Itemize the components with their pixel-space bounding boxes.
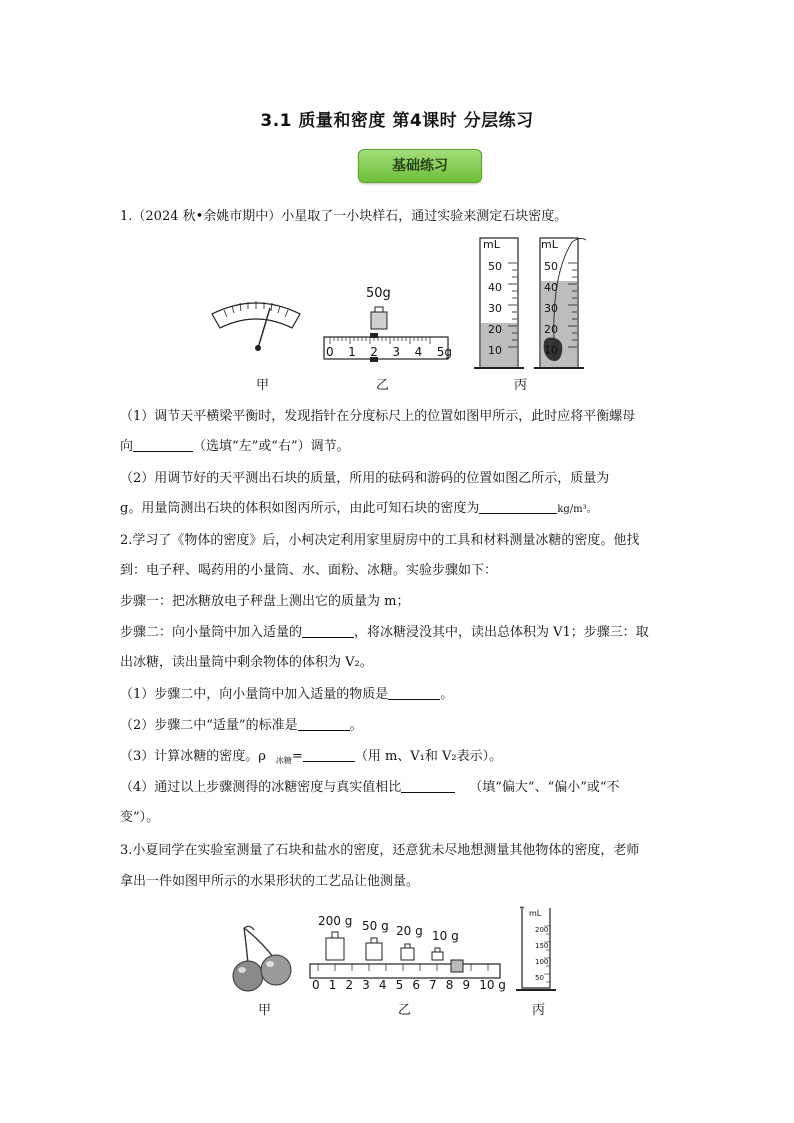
text-segment: （2）步骤二中“适量”的标准是 [120,718,298,733]
q3-scale-tick: 3 [362,978,370,992]
cyl-tick-label: 50 [488,260,502,273]
cyl-tick-label: 10 [488,344,502,357]
cyl-tick-label: 20 [544,323,558,336]
text-segment: 步骤二：向小量筒中加入适量的 [120,625,303,640]
q1-caption-bing: 丙 [514,378,528,393]
cyl-tick-label: 20 [488,323,502,336]
text-segment: （填“偏大”、“偏小”或“不 [469,780,620,795]
cyl-tick-label: 40 [488,281,502,294]
q1-stem: 1.（2024 秋•余姚市期中）小星取了一小块样石，通过实验来测定石块密度。 [120,209,568,224]
q3-scale-tick-labels [312,978,506,992]
q1-scale-tick-labels [326,345,452,359]
q3-scale-tick: 7 [429,978,437,992]
text-segment: （3）计算冰糖的密度。ρ [120,749,266,764]
cyl-tick-label: 50 [535,974,544,982]
answer-blank[interactable] [302,625,354,638]
q2-step3: 出冰糖，读出量筒中剩余物体的体积为 V₂。 [120,655,373,670]
text-segment: 。 [440,687,454,702]
q1-scale-tick: 4 [414,345,423,359]
q1-caption-jia: 甲 [256,378,270,393]
text-segment: （4）通过以上步骤测得的冰糖密度与真实值相比 [120,780,402,795]
answer-blank[interactable] [401,780,455,793]
text-segment: （选填“左”或“右”）调节。 [193,439,350,454]
q2-step2 [120,624,649,642]
q3-cyl-ticks [535,922,548,986]
q3-scale-tick: 6 [412,978,420,992]
q3-scale-tick: 5 [395,978,404,992]
q3-weight-label: 200 g [318,914,353,928]
cyl-tick-label: 200 [535,926,549,934]
q1-scale-tick: 5g [436,345,452,359]
q3-weight-label: 20 g [396,924,423,938]
text-segment: ，将冰糖浸没其中，读出总体积为 V1；步骤三：取 [354,625,649,640]
q1-part1-line-b [120,438,350,456]
q1-cyl-unit-right: mL [541,238,558,251]
q3-scale-tick: 2 [345,978,354,992]
subscript: 冰糖 [275,756,292,765]
q1-weight-label: 50g [366,286,391,301]
q3-stem-a: 3.小夏同学在实验室测量了石块和盐水的密度，还意犹未尽地想测量其他物体的密度，老师 [120,843,640,858]
answer-blank[interactable] [298,718,350,731]
cyl-tick-label: 40 [544,281,558,294]
q1-part1-line-a: （1）调节天平横梁平衡时，发现指针在分度标尺上的位置如图甲所示，此时应将平衡螺母 [120,409,636,424]
q3-scale-tick: 0 [312,978,320,992]
text-segment: g。用量筒测出石块的体积如图丙所示，由此可知石块的密度为 [120,501,480,516]
q1-cyl-ticks-right [544,256,558,361]
q3-weight-label: 50 g [362,919,389,933]
q1-part2-line-b [120,500,597,519]
answer-blank[interactable] [479,501,557,514]
answer-blank[interactable] [388,687,440,700]
text-segment: 向 [120,439,134,454]
text-segment: （1）步骤二中，向小量筒中加入适量的物质是 [120,687,389,702]
q3-scale-tick: 1 [328,978,337,992]
q1-scale-tick: 1 [348,345,356,359]
q3-scale-tick: 10 g [479,978,506,992]
q2-part2 [120,717,363,735]
q3-stem-b: 拿出一件如图甲所示的水果形状的工艺品让他测量。 [120,874,420,889]
cyl-tick-label: 50 [544,260,558,273]
q2-part1 [120,686,453,704]
q3-caption-yi: 乙 [398,1003,412,1018]
q2-part4-tail: 变”）。 [120,810,160,825]
q3-caption-bing: 丙 [532,1003,546,1018]
q1-scale-tick: 3 [392,345,401,359]
q2-part3 [120,748,502,770]
text-segment: 。 [349,718,363,733]
q1-scale-tick: 2 [370,345,378,359]
unit-text: kg/m³。 [557,504,597,515]
text-segment: （用 m、V₁和 V₂表示）。 [354,749,503,764]
q3-cherry-figure [230,922,296,994]
cyl-tick-label: 100 [535,958,549,966]
cyl-tick-label: 150 [535,942,549,950]
text-segment: = [291,749,303,764]
q3-scale-tick: 4 [378,978,387,992]
q3-cyl-unit: mL [529,909,542,918]
q3-weight-label: 10 g [432,929,459,943]
q2-stem-b: 到：电子秤、喝药用的小量筒、水、面粉、冰糖。实验步骤如下： [120,563,498,578]
q1-cyl-ticks-left [488,256,502,361]
cyl-tick-label: 30 [488,302,502,315]
q1-cyl-unit-left: mL [483,238,500,251]
q3-balance-scale-figure [308,930,504,980]
cyl-tick-label: 10 [544,344,558,357]
page-title: 3.1 质量和密度 第4课时 分层练习 [260,111,534,131]
answer-blank[interactable] [303,749,355,762]
q1-scale-tick: 0 [326,345,334,359]
q1-part2-line-a: （2）用调节好的天平测出石块的质量，所用的砝码和游码的位置如图乙所示，质量为 [120,471,610,486]
q2-part4 [120,779,620,797]
q3-scale-tick: 9 [462,978,471,992]
q3-caption-jia: 甲 [258,1003,272,1018]
section-badge: 基础练习 [358,149,482,183]
q1-caption-yi: 乙 [376,378,390,393]
q1-pointer-dial-figure [208,290,304,358]
q2-step1: 步骤一：把冰糖放电子秤盘上测出它的质量为 m； [120,594,410,609]
q2-stem-a: 2.学习了《物体的密度》后，小柯决定利用家里厨房中的工具和材料测量冰糖的密度。他找 [120,533,640,548]
answer-blank[interactable] [133,439,193,452]
cyl-tick-label: 30 [544,302,558,315]
q3-scale-tick: 8 [445,978,454,992]
